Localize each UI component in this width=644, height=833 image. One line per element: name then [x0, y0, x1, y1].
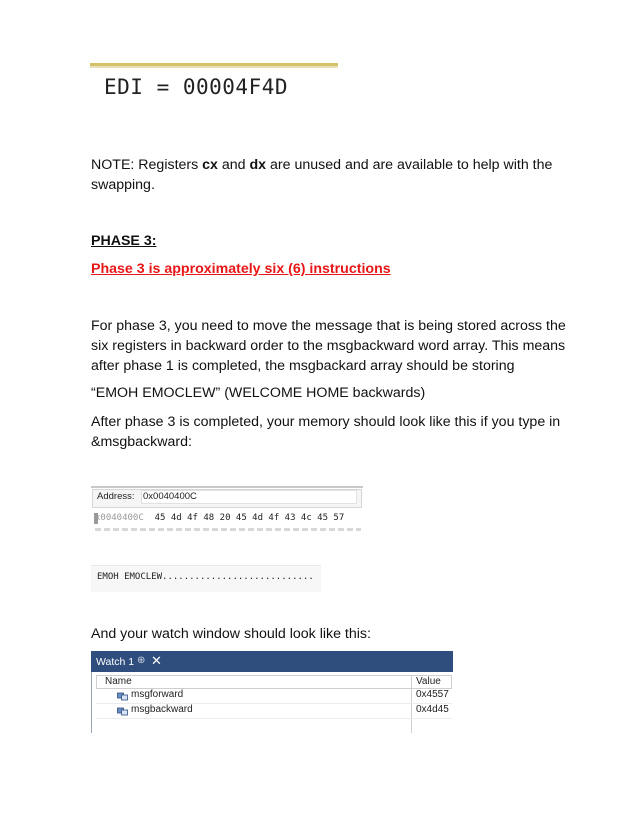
watch-window — [91, 651, 453, 733]
memory-ascii-view — [91, 565, 321, 592]
variable-icon — [117, 706, 128, 716]
note-suffix: are unused and are available to help with the swapping. — [91, 157, 553, 193]
watch-column-separator[interactable] — [411, 675, 412, 733]
watch-tab-label[interactable]: Watch 1 — [96, 656, 135, 668]
note-prefix: NOTE: Registers — [91, 157, 203, 173]
memory-address-value: 0x0040400C — [143, 491, 197, 502]
watch-header-row — [96, 675, 452, 689]
memory-row — [95, 513, 344, 523]
expected-message-quote: “EMOH EMOCLEW” (WELCOME HOME backwards) — [91, 385, 426, 401]
memory-window-border — [91, 486, 363, 488]
watch-row-value[interactable]: 0x4557 — [416, 689, 449, 700]
memory-instruction: After phase 3 is completed, your memory should look like this if you type in &msgbackward: — [91, 414, 561, 450]
phase-description: For phase 3, you need to move the message that is being stored across the six registers in backward order to the msgbackward word array. This means after phase 1 is completed, the msgbackard array should be storing — [91, 318, 566, 374]
note-register-cx: cx — [202, 157, 218, 173]
memory-row-address: x0040400C — [95, 513, 144, 523]
register-top-border-shade — [90, 66, 338, 68]
note-paragraph — [91, 155, 571, 195]
memory-ascii-text: EMOH EMOCLEW............................ — [97, 572, 314, 582]
phase-heading: PHASE 3: — [91, 233, 157, 249]
watch-row-value[interactable]: 0x4d45 — [416, 704, 449, 715]
watch-row-divider — [96, 718, 452, 719]
memory-window — [91, 486, 363, 532]
variable-icon — [117, 691, 128, 701]
edi-register-value: EDI = 00004F4D — [104, 75, 289, 99]
pin-icon[interactable]: ⊕ — [137, 655, 146, 666]
memory-address-label: Address: — [97, 491, 135, 502]
memory-row-bytes: 45 4d 4f 48 20 45 4d 4f 43 4c 45 57 — [154, 513, 345, 523]
note-register-dx: dx — [249, 157, 267, 173]
note-middle: and — [217, 157, 250, 173]
watch-column-name[interactable]: Name — [105, 676, 132, 687]
register-screenshot — [90, 63, 338, 105]
memory-next-row-cutoff — [95, 528, 361, 531]
watch-column-value[interactable]: Value — [416, 676, 441, 687]
watch-intro: And your watch window should look like this: — [91, 626, 371, 642]
watch-row-name[interactable]: msgforward — [131, 689, 184, 700]
watch-row-name[interactable]: msgbackward — [131, 704, 193, 715]
phase-subheading: Phase 3 is approximately six (6) instructions — [91, 261, 391, 277]
close-icon[interactable]: ✕ — [151, 653, 162, 668]
